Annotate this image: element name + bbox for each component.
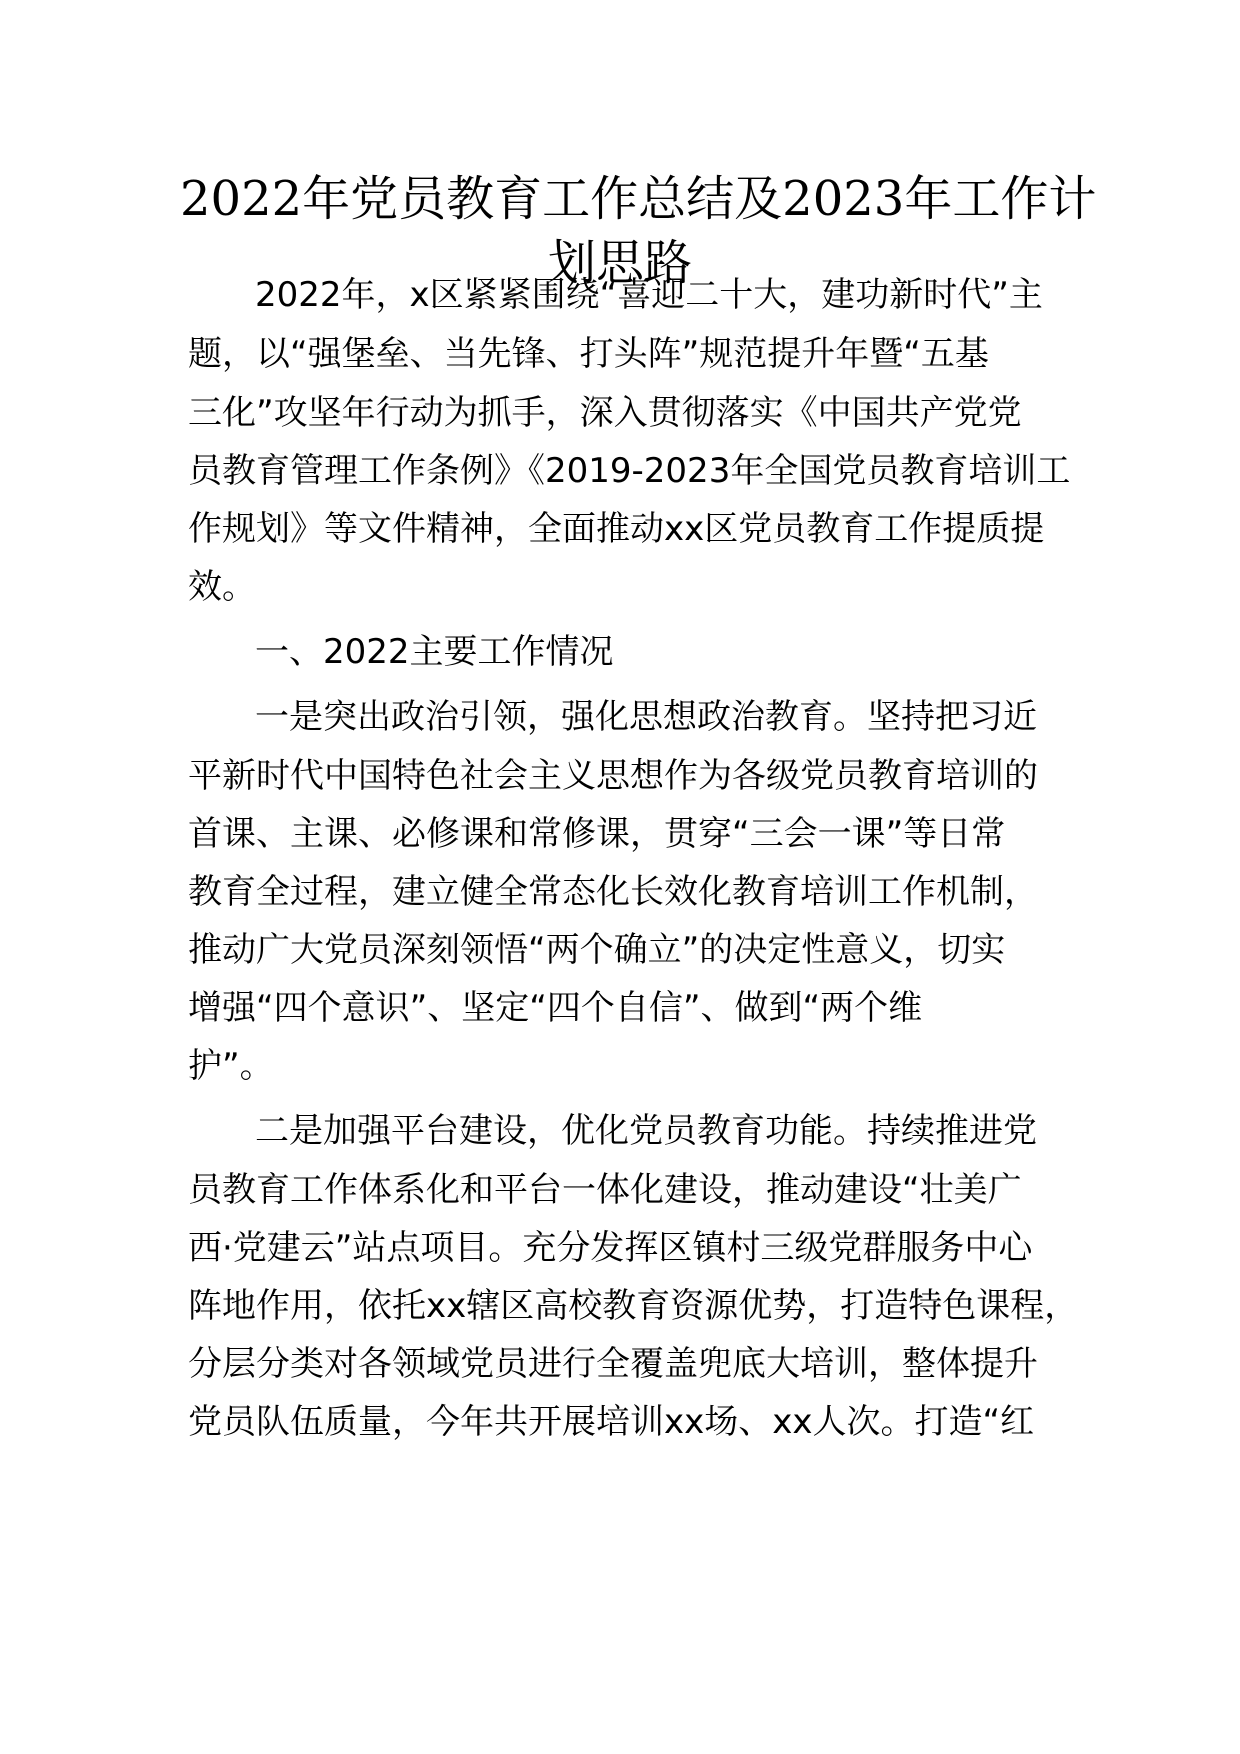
paragraph-2-line-2: 平新时代中国特色社会主义思想作为各级党员教育培训的 xyxy=(188,756,1038,796)
paragraph-1-line-3: 三化”攻坚年行动为抓手，深入贯彻落实《中国共产党党 xyxy=(188,393,1022,433)
paragraph-3-line-1: 二是加强平台建设，优化党员教育功能。持续推进党 xyxy=(255,1111,1037,1151)
paragraph-3-line-6: 党员队伍质量，今年共开展培训xx场、xx人次。打造“红 xyxy=(188,1402,1035,1442)
paragraph-3-line-3: 西·党建云”站点项目。充分发挥区镇村三级党群服务中心 xyxy=(188,1228,1033,1268)
document-title-line-1: 2022年党员教育工作总结及2023年工作计 xyxy=(180,171,1097,227)
paragraph-2-line-4: 教育全过程，建立健全常态化长效化教育培训工作机制， xyxy=(188,872,1038,912)
paragraph-2-line-1: 一是突出政治引领，强化思想政治教育。坚持把习近 xyxy=(255,697,1037,737)
paragraph-2-line-7: 护”。 xyxy=(188,1046,274,1086)
paragraph-3-line-2: 员教育工作体系化和平台一体化建设，推动建设“壮美广 xyxy=(188,1170,1022,1210)
paragraph-1-line-5: 作规划》等文件精神，全面推动xx区党员教育工作提质提 xyxy=(188,509,1045,549)
paragraph-1-line-6: 效。 xyxy=(188,567,256,607)
document-title-line-2: 划思路 xyxy=(547,235,692,291)
paragraph-2-line-3: 首课、主课、必修课和常修课，贯穿“三会一课”等日常 xyxy=(188,814,1006,854)
paragraph-3-line-5: 分层分类对各领域党员进行全覆盖兜底大培训，整体提升 xyxy=(188,1344,1038,1384)
paragraph-1-line-4: 员教育管理工作条例》《2019-2023年全国党员教育培训工 xyxy=(188,451,1071,491)
paragraph-3-line-4: 阵地作用，依托xx辖区高校教育资源优势，打造特色课程， xyxy=(188,1286,1079,1326)
paragraph-1-line-2: 题，以“强堡垒、当先锋、打头阵”规范提升年暨“五基 xyxy=(188,334,989,374)
paragraph-2-line-5: 推动广大党员深刻领悟“两个确立”的决定性意义，切实 xyxy=(188,930,1006,970)
paragraph-2-line-6: 增强“四个意识”、坚定“四个自信”、做到“两个维 xyxy=(188,988,923,1028)
paragraph-1-line-1: 2022年，x区紧紧围绕“喜迎二十大，建功新时代”主 xyxy=(255,275,1043,315)
section-heading-1: 一、2022主要工作情况 xyxy=(255,632,614,672)
